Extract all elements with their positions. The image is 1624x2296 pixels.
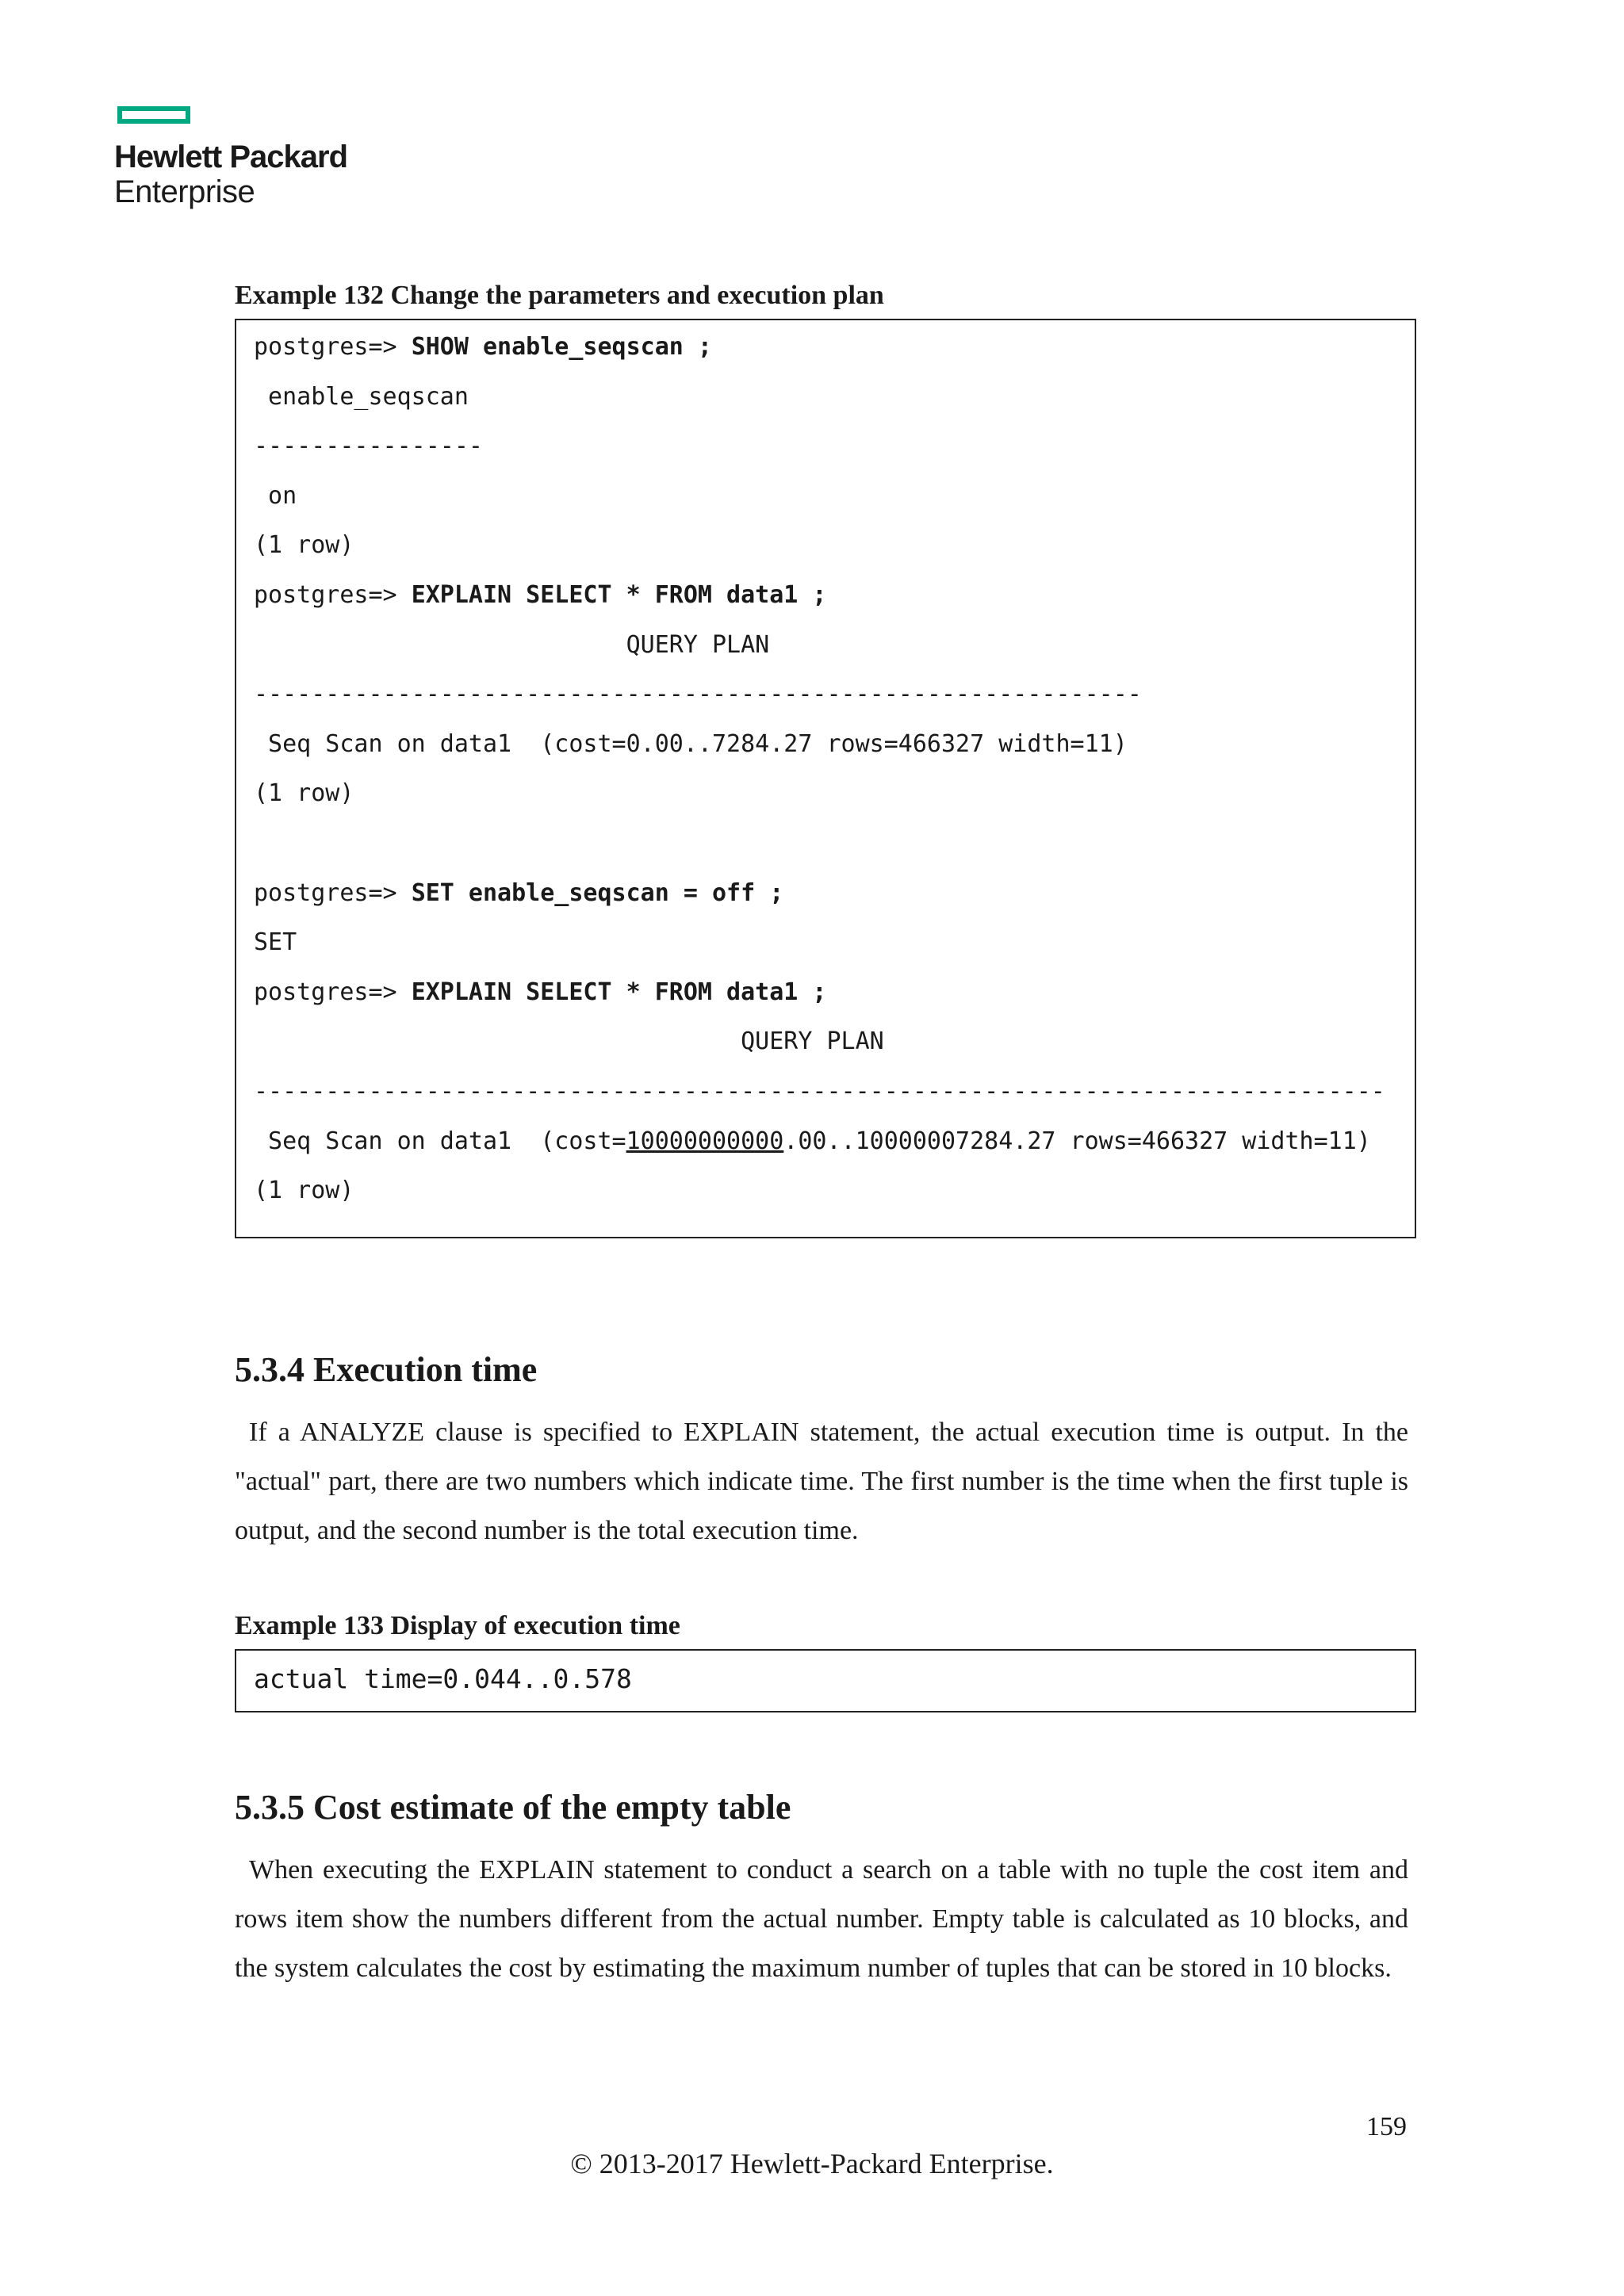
code-segment: Seq Scan on data1 (cost= [254, 1127, 626, 1155]
code-line: on [254, 481, 297, 510]
code-line [254, 1126, 1371, 1158]
section-5-3-4-heading: 5.3.4 Execution time [235, 1350, 538, 1389]
copyright-footer: © 2013-2017 Hewlett-Packard Enterprise. [570, 2148, 1054, 2179]
code-line: ------------------------------------------------------------------------------- [254, 1077, 1385, 1105]
section-5-3-4-paragraph: If a ANALYZE clause is specified to EXPLAIN statement, the actual execution time is output. In the "actual" part, there are two numbers which indicate time. The first number is the time when the first tuple is output, and the second number is the total execution time. [235, 1418, 1408, 1545]
code-line [254, 977, 826, 1008]
code-line: (1 row) [254, 1177, 354, 1205]
code-line [254, 331, 712, 363]
code-line [254, 878, 783, 909]
code-line: -------------------------------------------------------------- [254, 680, 1142, 709]
command-text: SHOW enable_seqscan ; [411, 333, 712, 361]
code-line [254, 580, 826, 611]
example-133-code: actual time=0.044..0.578 [254, 1663, 632, 1694]
code-line: ---------------- [254, 432, 483, 461]
code-line: (1 row) [254, 779, 354, 808]
section-5-3-5-paragraph: When executing the EXPLAIN statement to conduct a search on a table with no tuple the cost item and rows item show the numbers different from the actual number. Empty table is calculated as 10 blocks, and the system calculates the cost by estimating the maximum number of tuples that can be stored in 10 blocks. [235, 1855, 1408, 1983]
code-line: SET [254, 928, 297, 957]
prompt-text: postgres=> [254, 878, 412, 907]
example-133-caption: Example 133 Display of execution time [235, 1611, 680, 1640]
command-text: EXPLAIN SELECT * FROM data1 ; [411, 978, 827, 1006]
section-5-3-5-heading: 5.3.5 Cost estimate of the empty table [235, 1788, 791, 1827]
logo-line1: Hewlett Packard [114, 140, 348, 174]
prompt-text: postgres=> [254, 581, 412, 609]
code-segment: .00..10000007284.27 rows=466327 width=11) [783, 1127, 1371, 1155]
underlined-cost: 10000000000 [626, 1127, 784, 1155]
code-line: QUERY PLAN [254, 630, 770, 659]
page-number: 159 [1366, 2112, 1407, 2141]
command-text: EXPLAIN SELECT * FROM data1 ; [411, 581, 827, 609]
logo-line2: Enterprise [114, 174, 255, 209]
example-132-code-box [235, 319, 1416, 1238]
code-line: QUERY PLAN [254, 1027, 884, 1056]
hpe-logo-bar-icon [117, 106, 190, 124]
example-133-code-box [235, 1649, 1416, 1712]
code-line: enable_seqscan [254, 382, 469, 411]
code-line: (1 row) [254, 531, 354, 560]
example-132-caption: Example 132 Change the parameters and execution plan [235, 281, 884, 310]
prompt-text: postgres=> [254, 333, 412, 361]
command-text: SET enable_seqscan = off ; [411, 878, 784, 907]
prompt-text: postgres=> [254, 978, 412, 1006]
code-line: Seq Scan on data1 (cost=0.00..7284.27 rows=466327 width=11) [254, 729, 1128, 758]
